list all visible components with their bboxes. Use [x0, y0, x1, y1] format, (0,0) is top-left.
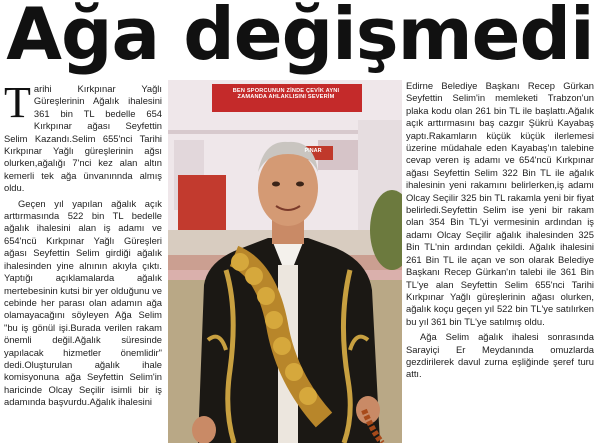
photo-illustration	[168, 80, 402, 443]
banner-caption: BEN SPORCUNUN ZİNDE ÇEVİK AYNI ZAMANDA AHLAKLISINI SEVERİM	[232, 88, 340, 101]
dropcap: T	[4, 83, 31, 127]
article-column-left	[4, 83, 162, 443]
article-lead-paragraph	[4, 83, 162, 195]
sign-caption: PINAR	[304, 148, 322, 154]
article-paragraph: Edirne Belediye Başkanı Recep Gürkan Seyfettin Selim'in memleketi Trabzon'un plaka kodu olan 261 bin TL ile başlattı.Ağalık açık arttırmasını baş cazgır Şükrü Kayabaş yaptı.Rakamların küçük küçük ilerlemesi üzerine müdahale eden Kayabaş'ın talebine cevap veren iş adamı ve 654'ncü Kırkpınar ağası Seyfettin Selim 322 Bin TL ile ağalık ihalesinin yeni rakamını belirlerken,iş adamı Olcay Seçilir 325 bin TL rakamla yeni bir fiyat belirledi.Seyfettin Selim ise yeni bir rakam olan 354 Bin TL'yi vermesinin ardından iş adamı Olcay Seçilir ağalık ihalesinden 325 Bin TL'nin ardından çekildi. Ağalık ihalesini 261 Bin TL ile açan ve son olarak Belediye Başkanı Recep Gürkan'ın talebi ile 361 Bin TL'ye alan Seyfettin Selim 655'nci Tarihi Kırkpınar Yağlı güreşlerinin ağası olurken, ağalık koçu geçen yıl 522 bin TL'ye satılırken bu yıl 361 bin TL'ye satılmış oldu.	[406, 80, 594, 327]
lead-text: arihi Kırkpınar Yağlı Güreşlerinin Ağalık ihalesini 361 bin TL bedelle 654 Kırkpınar ağası Seyfettin Selim Kazandı.Selim 655'nci Tarihi Kırkpınar Yağlı güreşlerinin ağsı olurken,ağalığı 7'nci kez alan altın kemerli tek ağa ünvanınnda almış oldu.	[4, 83, 162, 194]
headline: Ağa değişmedi	[6, 0, 594, 76]
article-paragraph: Ağa Selim ağalık ihalesi sonrasında Sarayiçi Er Meydanında omuzlarda gezdirilerek davul zurna eşliğinde şeref turu attı.	[406, 331, 594, 380]
article-paragraph: Geçen yıl yapılan ağalık açık arttırmasında 522 bin TL bedelle ağalık ihalesini alan iş adamı ve 654'ncü Kırkpınar Yağlı Güreşleri ağası Seyfettin Selim girdiği ağalık ihalesinden yine alnının akıyla çıktı. Yaptığı açıklamalarda ağalık mertebesinin kutsi bir yer olduğunu ve cebinde her parası olan adamın ağa olamayacağını söyleyen Ağa Selim "bu iş gönül işi.Burada verilen rakam önemli değil.Ağalık süresinde yapılacak hizmetler önemlidir" dedi.Oluşturulan ağalık ihale komisyonuna ağa Seyfettin Selim'in haricinde Olcay Seçilir isimli bir iş adamında başvurdu.Ağalık ihalesini	[4, 197, 162, 408]
article-photo	[168, 80, 402, 443]
article-column-right	[406, 80, 594, 443]
